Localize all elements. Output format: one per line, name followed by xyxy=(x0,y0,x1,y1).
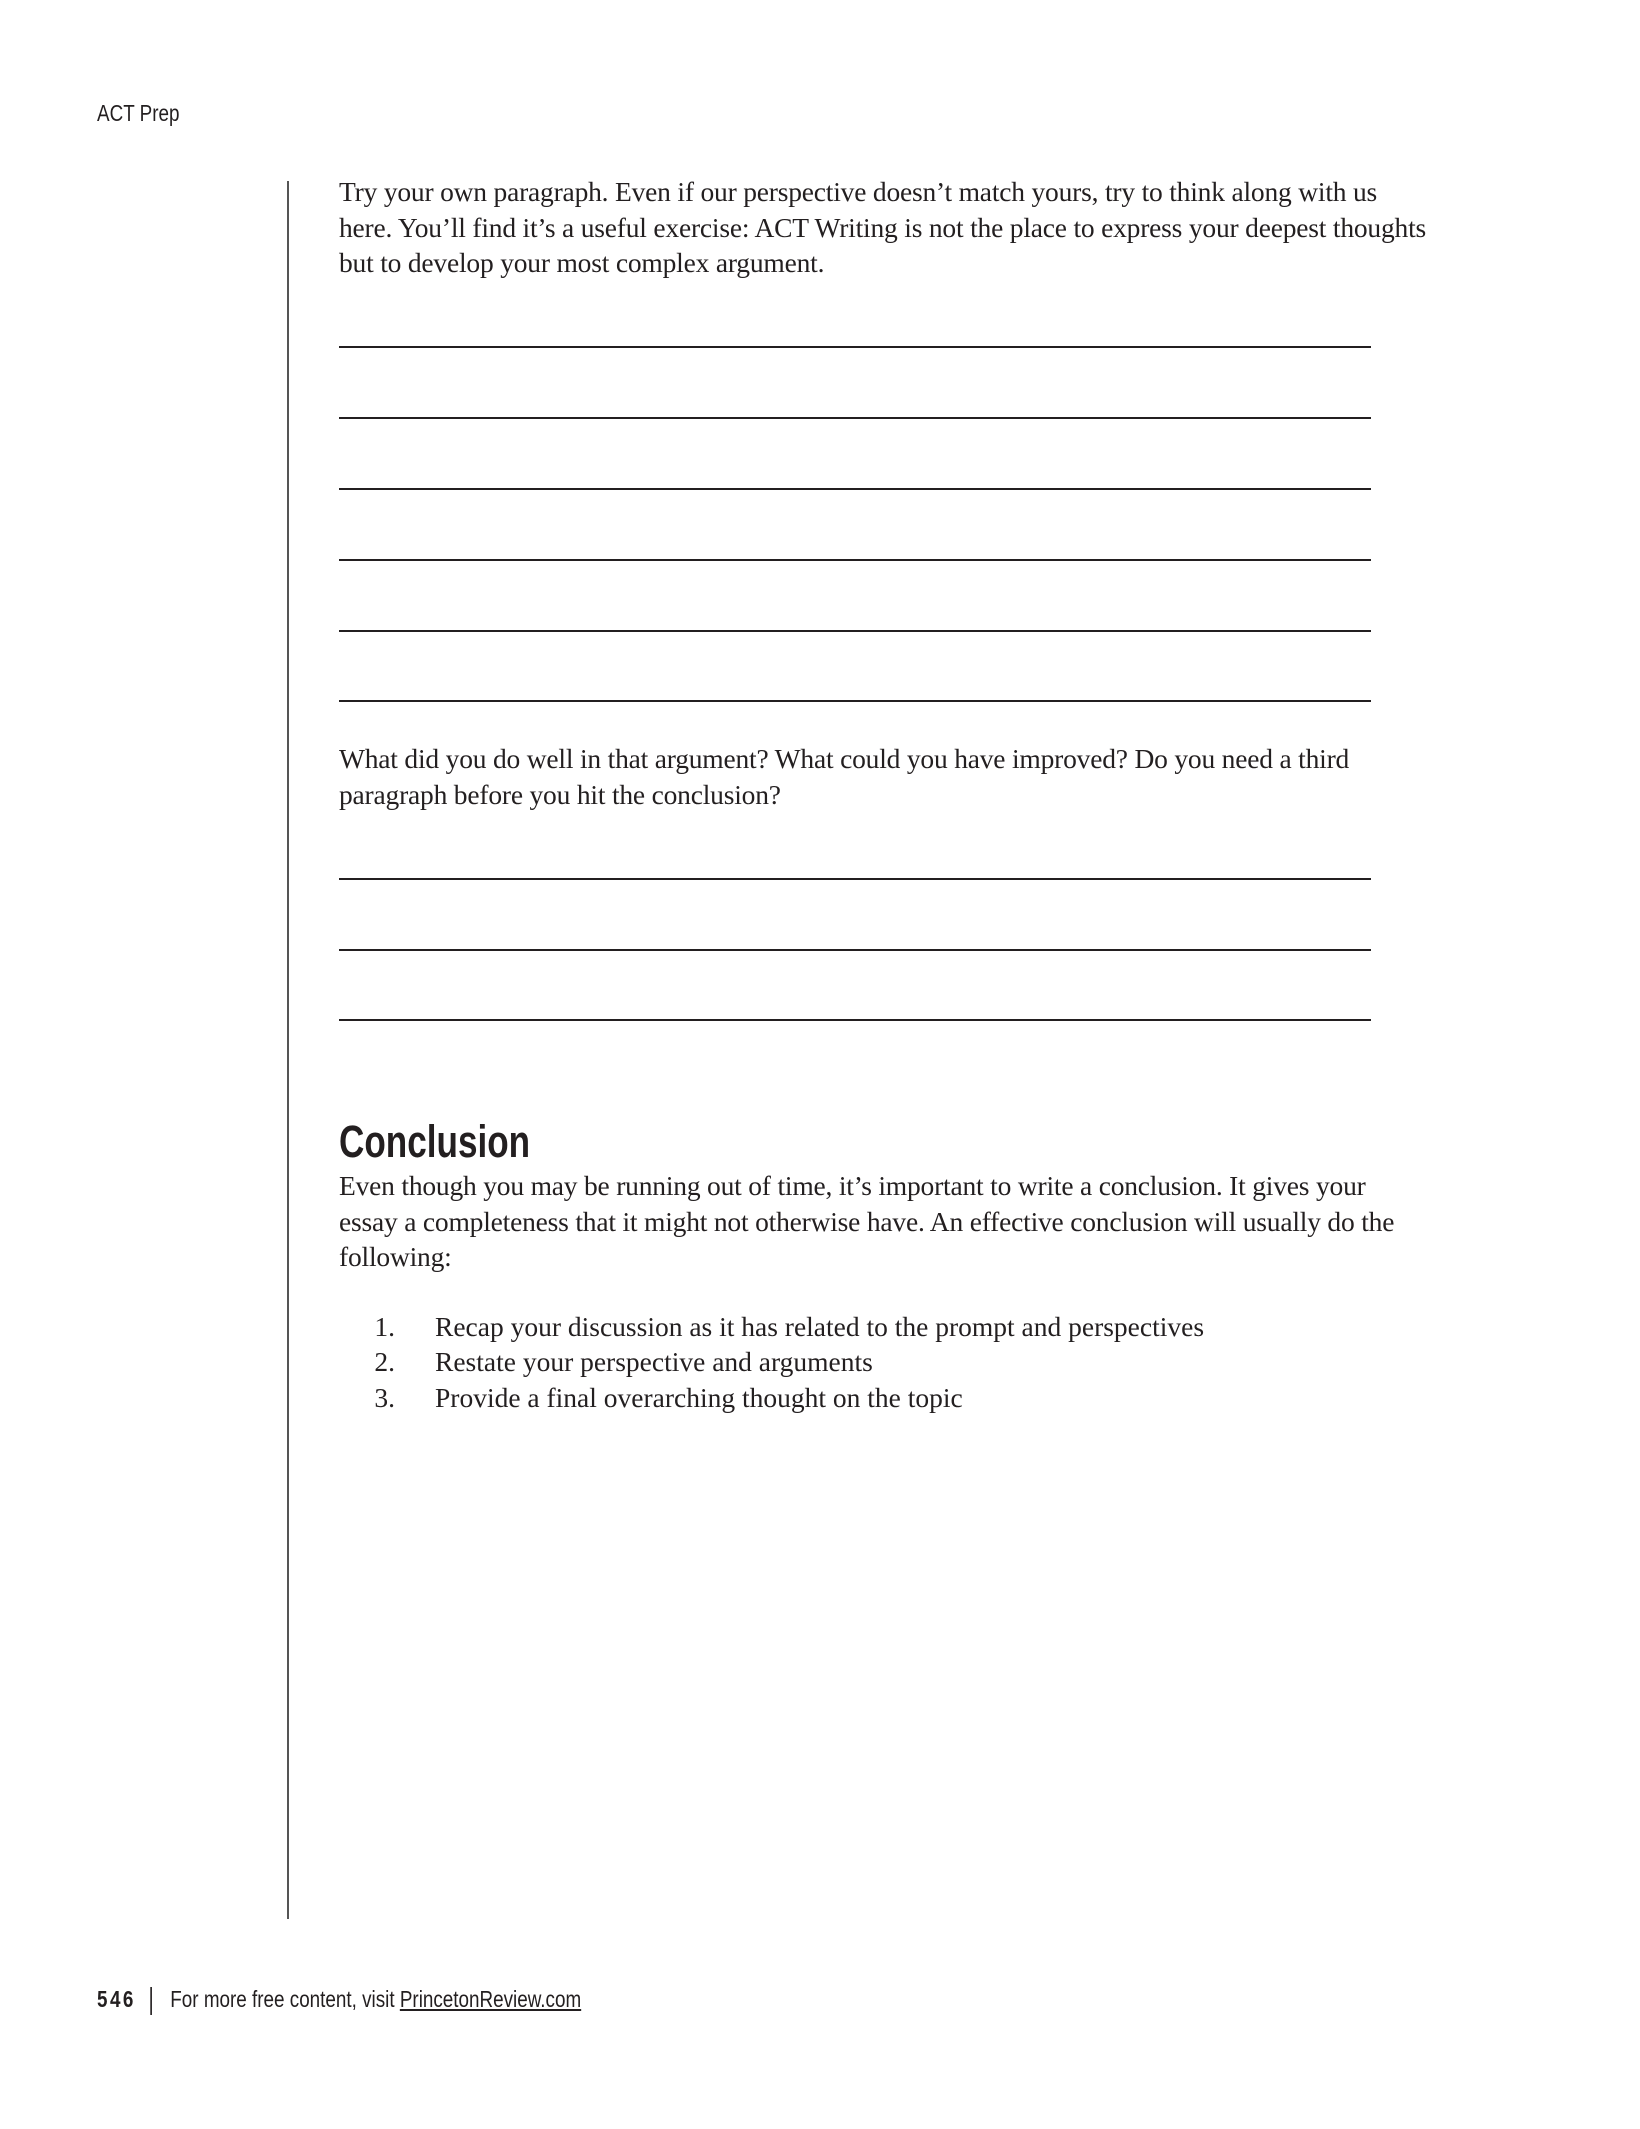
list-number: 1. xyxy=(374,1311,395,1342)
margin-divider xyxy=(287,181,289,1919)
list-text: Provide a final overarching thought on the topic xyxy=(435,1382,963,1413)
list-number: 2. xyxy=(374,1346,395,1377)
writing-line xyxy=(339,700,1371,702)
section-heading: Conclusion xyxy=(339,1116,531,1167)
list-text: Recap your discussion as it has related to the prompt and perspectives xyxy=(435,1311,1205,1342)
writing-line xyxy=(339,488,1371,490)
writing-line xyxy=(339,878,1371,880)
list-number: 3. xyxy=(374,1382,395,1413)
page-number: 546 xyxy=(97,1986,136,2012)
writing-line xyxy=(339,1019,1371,1021)
conclusion-paragraph: Even though you may be running out of time, it’s important to write a conclusion. It gives your essay a completeness that it might not otherwise have. An effective conclusion will usually do the following: xyxy=(339,1170,1395,1272)
page-footer xyxy=(97,1986,581,2015)
reflection-paragraph: What did you do well in that argument? What could you have improved? Do you need a third paragraph before you hit the conclusion? xyxy=(339,743,1350,810)
writing-line xyxy=(339,417,1371,419)
writing-line xyxy=(339,949,1371,951)
list-text: Restate your perspective and arguments xyxy=(435,1346,873,1377)
footer-text: For more free content, visit xyxy=(170,1986,400,2012)
intro-paragraph: Try your own paragraph. Even if our perspective doesn’t match yours, try to think along with us here. You’ll find it’s a useful exercise: ACT Writing is not the place to express your deepest thoughts but to develop your most complex argument. xyxy=(339,176,1427,278)
footer-divider xyxy=(151,1987,153,2015)
princeton-review-link[interactable]: PrincetonReview.com xyxy=(399,1986,582,2012)
writing-line xyxy=(339,346,1371,348)
running-header: ACT Prep xyxy=(97,100,180,126)
writing-line xyxy=(339,559,1371,561)
writing-line xyxy=(339,630,1371,632)
